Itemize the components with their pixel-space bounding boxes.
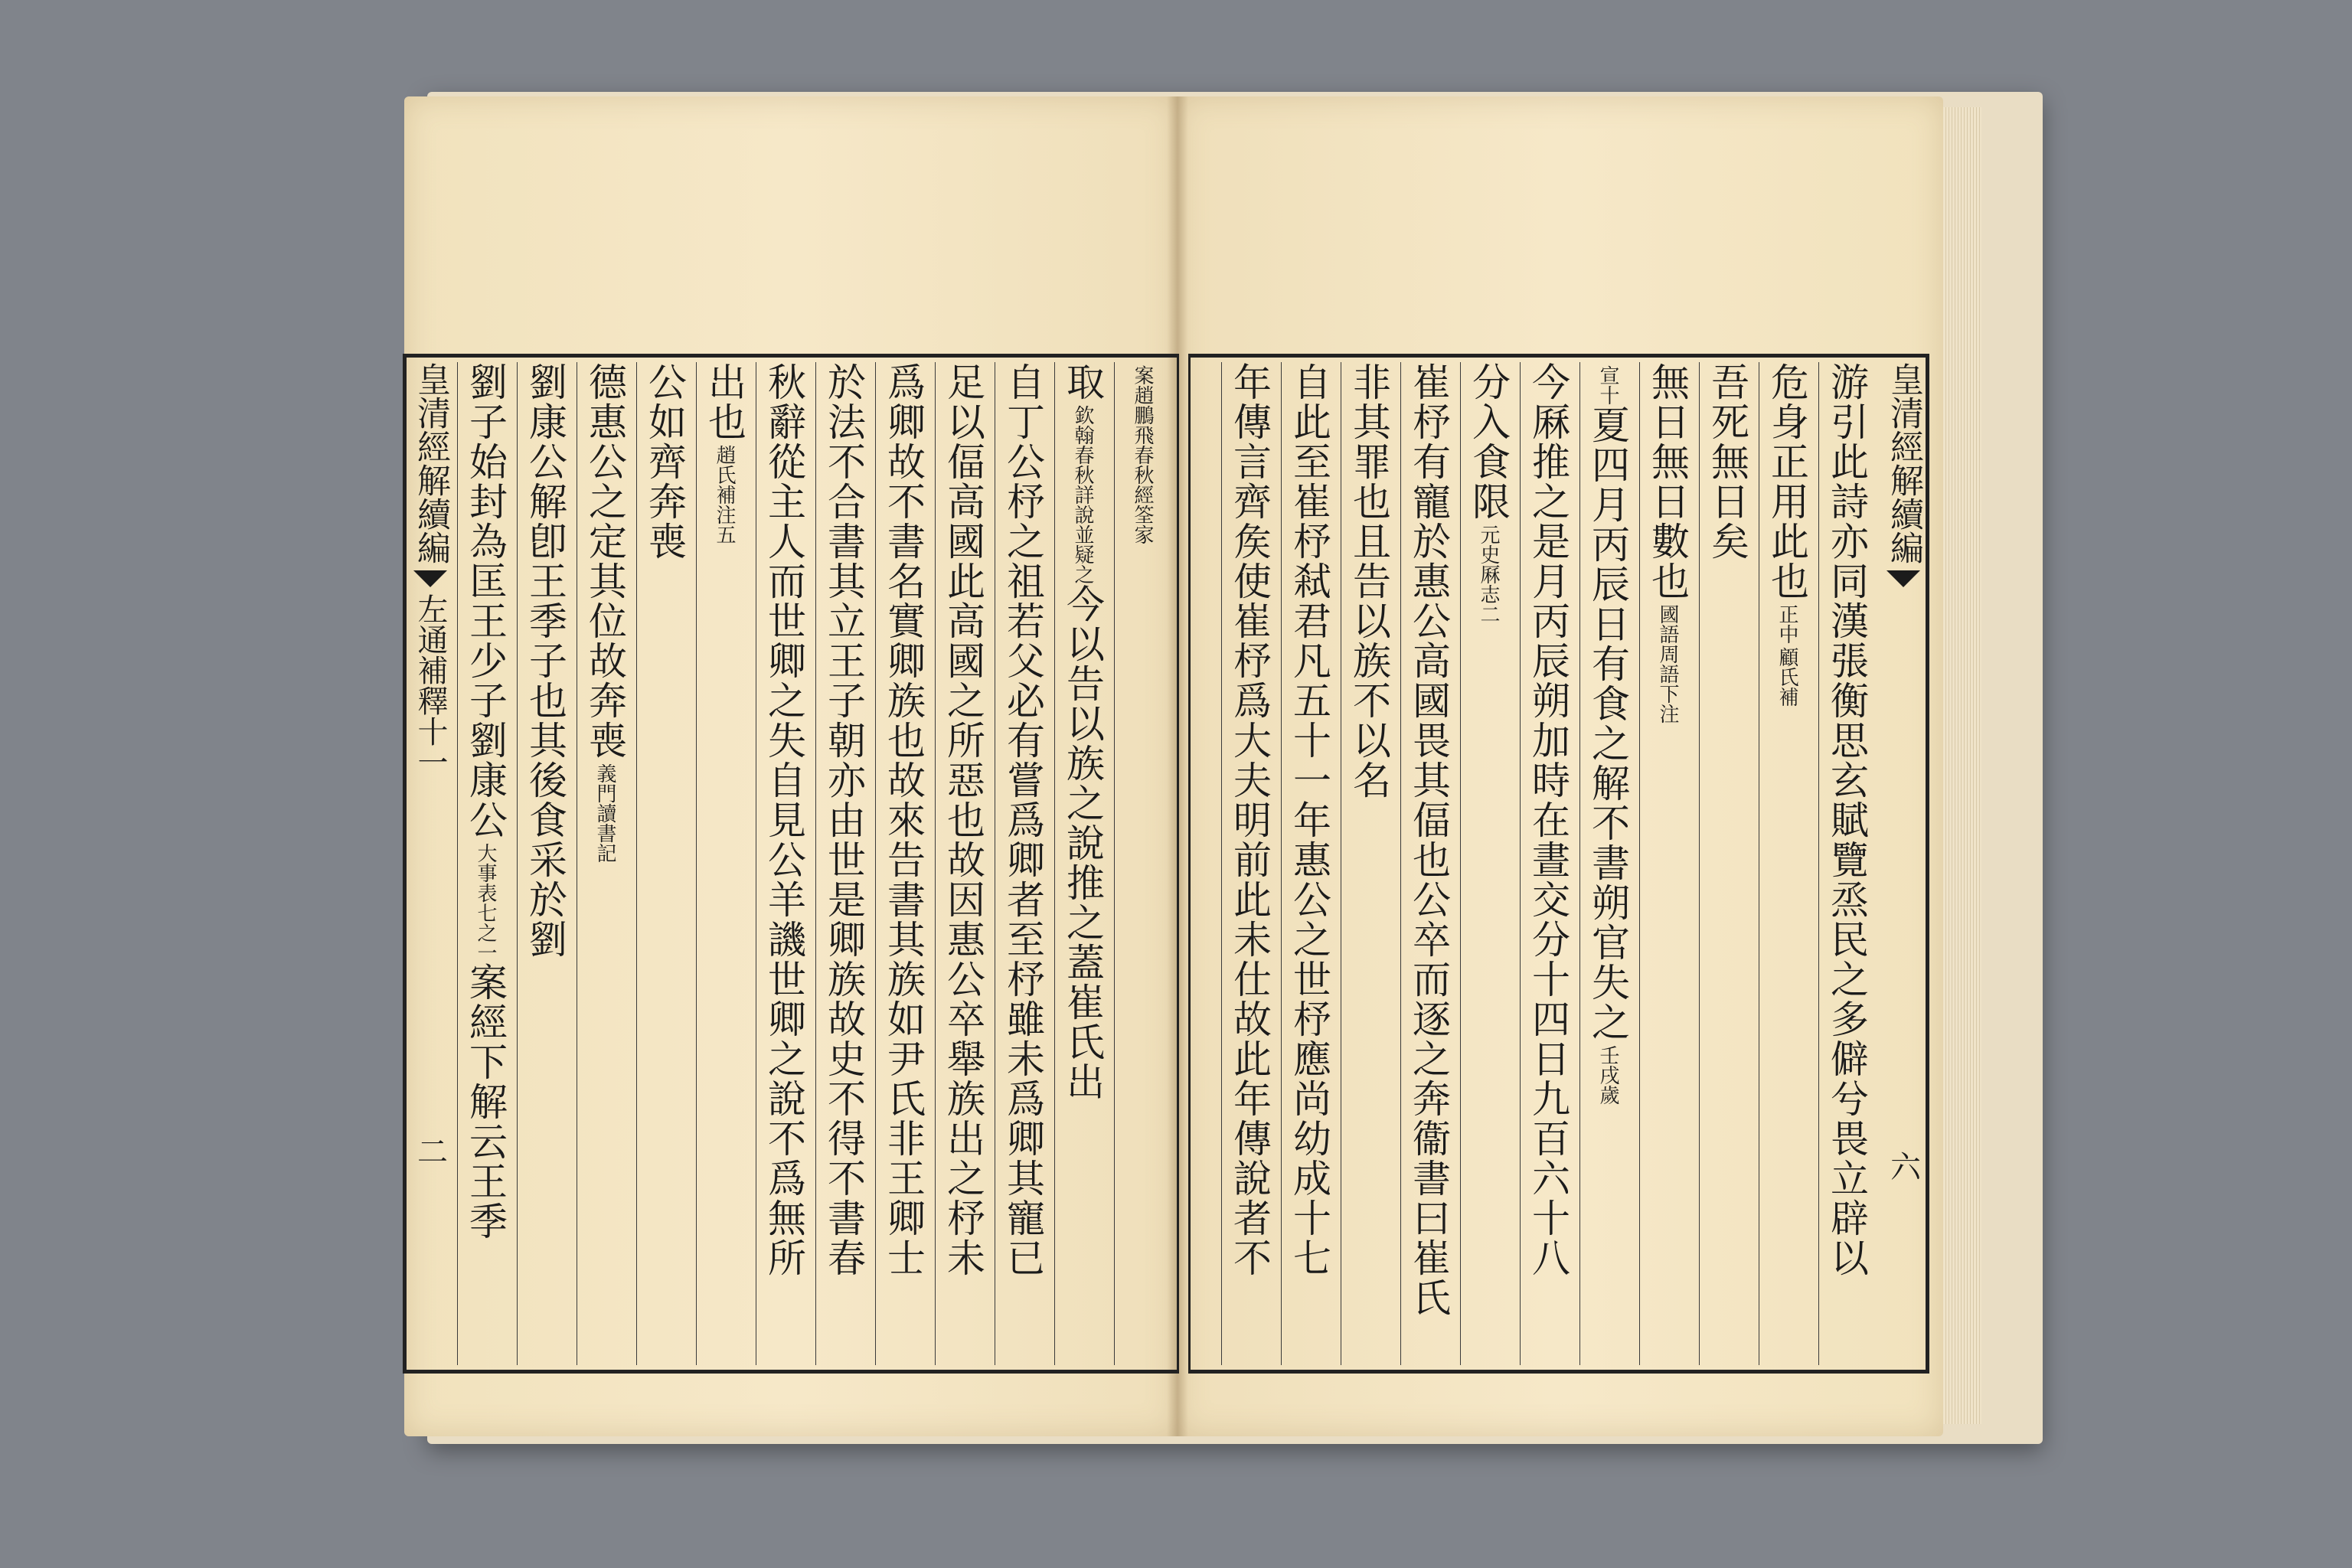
text-column: [1759, 362, 1815, 1365]
text-column: [577, 362, 632, 1365]
text-column: [1054, 362, 1110, 1365]
text-column: [1221, 362, 1277, 1365]
main-text: 分入食限: [1466, 362, 1511, 521]
right-leaf-number: 六: [1885, 1151, 1921, 1181]
annotation-text: 國語周語下注: [1656, 604, 1679, 724]
main-text: 自丁公杼之祖若父必有嘗爲卿者至杼雖未爲卿其寵已: [1001, 362, 1045, 1278]
text-column: [756, 362, 812, 1365]
annotation-text: 義門讀書記: [593, 763, 616, 863]
main-text: 夏四月丙辰日有食之解不書朔官失之: [1586, 405, 1630, 1042]
text-column: [935, 362, 991, 1365]
right-spine-column: [1883, 362, 1924, 1365]
main-text: 吾死無日矣: [1705, 362, 1749, 561]
annotation-text: 案趙鵬飛春秋經筌家: [1131, 365, 1154, 544]
text-column: [875, 362, 931, 1365]
text-column: [636, 362, 692, 1365]
main-text: 公如齊奔喪: [642, 362, 687, 561]
fish-tail-mark: [1886, 570, 1920, 587]
right-text-block: [1188, 354, 1929, 1374]
main-text: 足以偪高國此高國之所惡也故因惠公卒舉族出之杼未: [941, 362, 985, 1278]
text-column: [1341, 362, 1396, 1365]
text-column: [1579, 362, 1635, 1365]
text-column: [1520, 362, 1576, 1365]
main-text: 游引此詩亦同漢張衡思玄賦覽烝民之多僻兮畏立辟以: [1824, 362, 1869, 1278]
text-column: [517, 362, 573, 1365]
page-fore-edge: [1943, 107, 1981, 1424]
main-text: 非其罪也且告以族不以名: [1347, 362, 1391, 800]
main-text: 劉子始封為匡王少子劉康公: [463, 362, 508, 840]
main-text: 自此至崔杼弒君凡五十一年惠公之世杼應尚幼成十七: [1287, 362, 1331, 1278]
left-leaf-number: 二: [412, 1135, 448, 1166]
annotation-text: 欽翰春秋詳說並疑之: [1071, 405, 1094, 584]
annotation-text: 元史厤志二: [1477, 524, 1500, 624]
annotation-text: 宣十: [1596, 365, 1619, 405]
main-text: 秋辭從主人而世卿之失自見公羊譏世卿之說不爲無所: [762, 362, 806, 1278]
left-spine-section: 左通補釋十一: [413, 593, 448, 777]
right-spine-title: 皇清經解續編: [1884, 362, 1923, 564]
text-column: [457, 362, 513, 1365]
main-text: 今厤推之是月丙辰朔加時在晝交分十四日九百六十八: [1526, 362, 1570, 1278]
text-column: [1400, 362, 1456, 1365]
main-text: 無日無日數也: [1645, 362, 1690, 601]
text-column: [1281, 362, 1337, 1365]
fish-tail-mark: [413, 570, 447, 587]
text-column: [1114, 362, 1170, 1365]
annotation-text: 大事表七之一: [474, 843, 497, 962]
annotation-text: 壬戌歲: [1596, 1045, 1619, 1105]
main-text: 崔杼有寵於惠公高國畏其偪也公卒而逐之奔衞書曰崔氏: [1406, 362, 1451, 1318]
main-text: 今以告以族之說推之蓋崔氏出: [1060, 584, 1105, 1102]
annotation-text: 顧氏補: [1775, 647, 1798, 707]
main-text: 爲卿故不書名實卿族也故來告書其族如尹氏非王卿士: [881, 362, 926, 1278]
text-column: [995, 362, 1050, 1365]
left-text-block: [403, 354, 1179, 1374]
main-text: 出也: [702, 362, 746, 442]
text-column: [1460, 362, 1516, 1365]
text-column: [696, 362, 752, 1365]
left-spine-title: 皇清經解續編: [411, 362, 450, 564]
main-text: 年傳言齊矦使崔杼爲大夫明前此未仕故此年傳說者不: [1227, 362, 1272, 1278]
annotation-text: 趙氏補注五: [713, 445, 736, 544]
text-column: [1699, 362, 1755, 1365]
annotation-text: 正中: [1775, 604, 1798, 644]
main-text: 德惠公之定其位故奔喪: [583, 362, 627, 760]
text-column: [815, 362, 871, 1365]
main-text: 劉康公解卽王季子也其後食采於劉: [523, 362, 567, 959]
main-text: 取: [1060, 362, 1105, 402]
main-text: 案經下解云王季: [463, 962, 508, 1241]
text-column: [1639, 362, 1695, 1365]
main-text: 於法不合書其立王子朝亦由世是卿族故史不得不書春: [822, 362, 866, 1278]
text-column: [1818, 362, 1874, 1365]
left-spine-column: [410, 362, 451, 1365]
main-text: 危身正用此也: [1765, 362, 1809, 601]
